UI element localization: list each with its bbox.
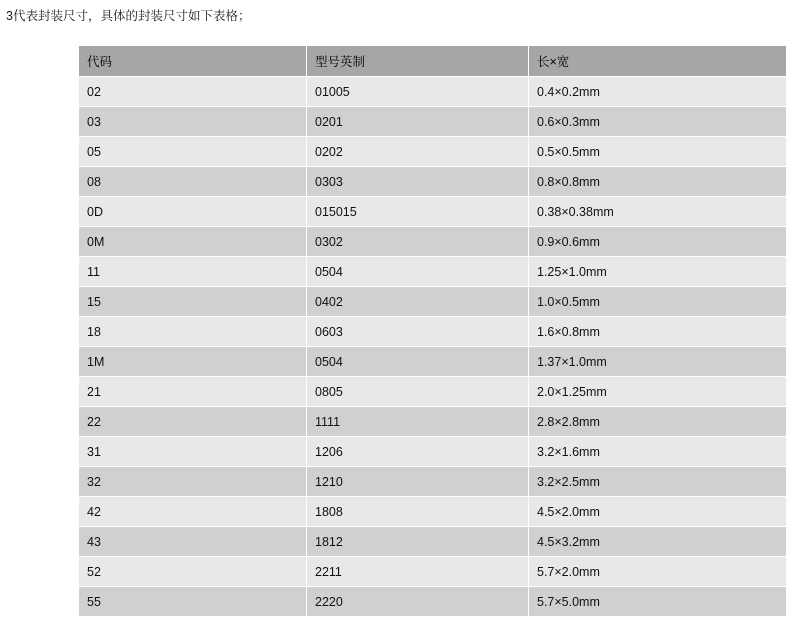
table-row (79, 257, 787, 287)
table-row (79, 557, 787, 587)
cell-model: 0202 (307, 137, 529, 167)
cell-size: 4.5×2.0mm (529, 497, 787, 527)
cell-code: 18 (79, 317, 307, 347)
package-size-table-wrapper (78, 45, 786, 617)
cell-code: 08 (79, 167, 307, 197)
intro-paragraph: 3代表封装尺寸，具体的封装尺寸如下表格； (6, 9, 251, 23)
table-row (79, 527, 787, 557)
cell-size: 1.37×1.0mm (529, 347, 787, 377)
table-row (79, 587, 787, 617)
cell-size: 1.25×1.0mm (529, 257, 787, 287)
cell-model: 0302 (307, 227, 529, 257)
cell-size: 0.5×0.5mm (529, 137, 787, 167)
cell-model: 1206 (307, 437, 529, 467)
cell-code: 42 (79, 497, 307, 527)
cell-size: 3.2×1.6mm (529, 437, 787, 467)
cell-code: 05 (79, 137, 307, 167)
cell-model: 015015 (307, 197, 529, 227)
cell-model: 1808 (307, 497, 529, 527)
cell-size: 2.0×1.25mm (529, 377, 787, 407)
cell-code: 02 (79, 77, 307, 107)
cell-code: 03 (79, 107, 307, 137)
cell-code: 11 (79, 257, 307, 287)
cell-model: 0504 (307, 347, 529, 377)
table-row (79, 317, 787, 347)
table-row (79, 377, 787, 407)
cell-size: 0.38×0.38mm (529, 197, 787, 227)
cell-model: 0603 (307, 317, 529, 347)
table-row (79, 167, 787, 197)
table-row (79, 107, 787, 137)
cell-size: 3.2×2.5mm (529, 467, 787, 497)
cell-code: 15 (79, 287, 307, 317)
table-row (79, 497, 787, 527)
cell-model: 0805 (307, 377, 529, 407)
column-header-length-width: 长×宽 (529, 46, 787, 77)
cell-code: 43 (79, 527, 307, 557)
cell-code: 0M (79, 227, 307, 257)
table-row (79, 197, 787, 227)
cell-code: 31 (79, 437, 307, 467)
column-header-imperial-model: 型号英制 (307, 46, 529, 77)
cell-size: 1.0×0.5mm (529, 287, 787, 317)
cell-model: 2220 (307, 587, 529, 617)
table-header-row (79, 46, 787, 77)
cell-model: 0402 (307, 287, 529, 317)
cell-model: 1210 (307, 467, 529, 497)
cell-model: 0201 (307, 107, 529, 137)
table-row (79, 77, 787, 107)
table-body (79, 77, 787, 617)
cell-model: 0504 (307, 257, 529, 287)
cell-code: 0D (79, 197, 307, 227)
table-row (79, 407, 787, 437)
cell-size: 5.7×5.0mm (529, 587, 787, 617)
table-row (79, 437, 787, 467)
table-row (79, 137, 787, 167)
table-row (79, 227, 787, 257)
cell-model: 0303 (307, 167, 529, 197)
cell-size: 2.8×2.8mm (529, 407, 787, 437)
cell-size: 1.6×0.8mm (529, 317, 787, 347)
cell-code: 52 (79, 557, 307, 587)
cell-model: 1812 (307, 527, 529, 557)
cell-code: 1M (79, 347, 307, 377)
cell-model: 2211 (307, 557, 529, 587)
table-header (79, 46, 787, 77)
cell-size: 5.7×2.0mm (529, 557, 787, 587)
cell-size: 4.5×3.2mm (529, 527, 787, 557)
table-row (79, 347, 787, 377)
table-row (79, 287, 787, 317)
package-size-table (78, 45, 787, 617)
cell-model: 1111 (307, 407, 529, 437)
cell-code: 32 (79, 467, 307, 497)
cell-size: 0.4×0.2mm (529, 77, 787, 107)
column-header-code: 代码 (79, 46, 307, 77)
cell-code: 55 (79, 587, 307, 617)
cell-size: 0.6×0.3mm (529, 107, 787, 137)
cell-code: 21 (79, 377, 307, 407)
cell-size: 0.9×0.6mm (529, 227, 787, 257)
cell-code: 22 (79, 407, 307, 437)
table-row (79, 467, 787, 497)
cell-size: 0.8×0.8mm (529, 167, 787, 197)
cell-model: 01005 (307, 77, 529, 107)
